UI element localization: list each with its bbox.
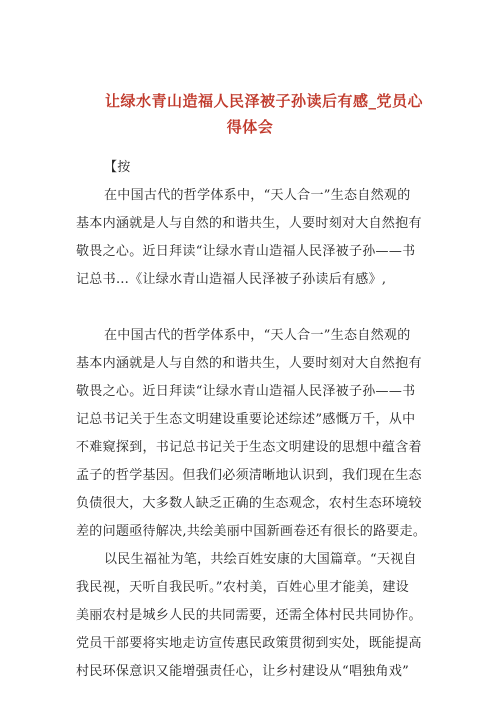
paragraph-2-line: 负债很大，大多数人缺乏正确的生态观念，农村生态环境较	[76, 496, 422, 511]
paragraph-2-line: 孟子的哲学基因。但我们必须清晰地认识到，我们现在生态	[76, 468, 422, 483]
document-title-line-2: 得体会	[226, 118, 274, 136]
document-title-line-1: 让绿水青山造福人民泽被子孙读后有感_党员心	[104, 92, 423, 110]
paragraph-2-line: 记总书记关于生态文明建设重要论述综述”感慨万千，从中	[76, 412, 416, 427]
paragraph-2-line: 基本内涵就是人与自然的和谐共生，人要时刻对大自然抱有	[76, 356, 422, 371]
paragraph-1-line: 在中国古代的哲学体系中，“天人合一”生态自然观的	[104, 188, 411, 203]
note-label: 【按	[104, 160, 131, 175]
paragraph-3-line: 以民生福祉为笔，共绘百姓安康的大国篇章。“天视自	[104, 552, 417, 567]
paragraph-3-line: 村民环保意识又能增强责任心，让乡村建设从“唱独角戏”	[76, 664, 410, 679]
paragraph-3-line: 党员干部要将实地走访宣传惠民政策贯彻到实处，既能提高	[76, 636, 422, 651]
paragraph-1-line: 基本内涵就是人与自然的和谐共生，人要时刻对大自然抱有	[76, 216, 422, 231]
paragraph-1-line: 敬畏之心。近日拜读“让绿水青山造福人民泽被子孙——书	[76, 244, 416, 259]
paragraph-3-line: 美丽农村是城乡人民的共同需要，还需全体村民共同协作。	[76, 608, 422, 623]
paragraph-2-line: 差的问题亟待解决,共绘美丽中国新画卷还有很长的路要走。	[76, 524, 427, 539]
paragraph-1-line: 记总书…《让绿水青山造福人民泽被子孙读后有感》,	[76, 272, 387, 287]
paragraph-2-line: 不难窥探到，书记总书记关于生态文明建设的思想中蕴含着	[76, 440, 422, 455]
paragraph-3-line: 我民视，天听自我民听。”农村美，百姓心里才能美，建设	[76, 580, 409, 595]
paragraph-2-line: 敬畏之心。近日拜读“让绿水青山造福人民泽被子孙——书	[76, 384, 416, 399]
paragraph-2-line: 在中国古代的哲学体系中，“天人合一”生态自然观的	[104, 328, 411, 343]
